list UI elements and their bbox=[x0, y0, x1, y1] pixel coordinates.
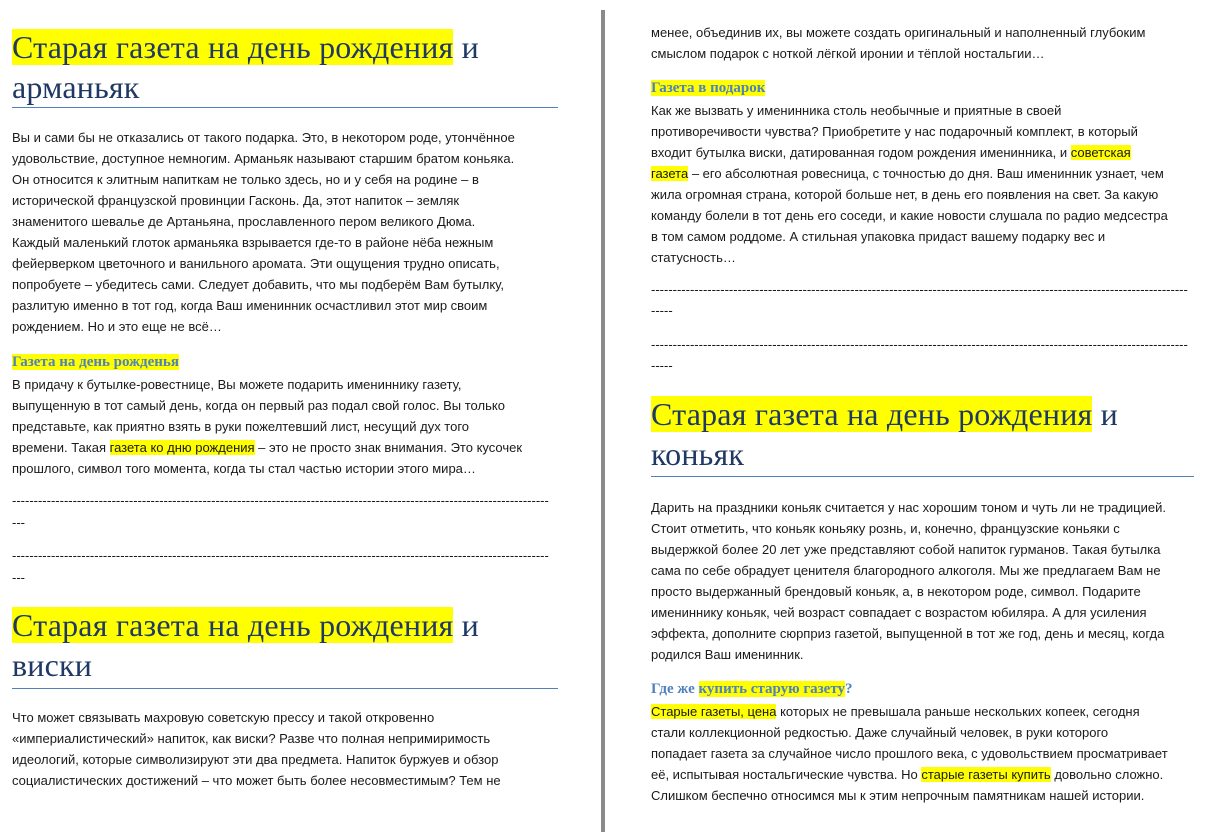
dash-separator-tail: --- bbox=[12, 515, 25, 530]
highlight: старые газеты купить bbox=[921, 767, 1051, 782]
right-page bbox=[608, 0, 1208, 832]
left-page bbox=[0, 0, 598, 832]
dash-separator: ---------------------------------------------------------------------------------------------------------------------------- bbox=[12, 493, 549, 508]
page-divider bbox=[598, 0, 608, 832]
dash-separator-tail: ----- bbox=[651, 303, 673, 318]
paragraph-whisky-continued: менее, объединив их, вы можете создать оригинальный и наполненный глубоким смыслом подарок с ноткой лёгкой иронии и тёплой ностальгии… bbox=[651, 25, 1146, 61]
highlight: Старая газета на день рождения bbox=[651, 396, 1093, 432]
paragraph-cognac: Дарить на праздники коньяк считается у нас хорошим тоном и чуть ли не традицией. Стоит отметить, что коньяк коньяку рознь, и, конечно, французские коньяки с выдержкой более 20 лет уже представляют собой напиток гурманов. Такая бутылка сама по себе обрадует ценителя благородного алкоголя. Мы же предлагаем Вам не просто выдержанный брендовый коньяк, а, в некотором роде, символ. Подарите имениннику коньяк, чей возраст совпадает с возрастом юбиляра. А для усиления эффекта, дополните сюрприз газетой, выпущенной в тот же год, день и месяц, когда родился Ваш именинник. bbox=[651, 500, 1166, 662]
dash-separator-tail: ----- bbox=[651, 358, 673, 373]
paragraph-buy: Старые газеты, цена которых не превышала раньше нескольких копеек, сегодня стали коллекционной редкостью. Даже случайный человек, в руки которого попадает газета за случайное число прошлого века, с удовольствием просматривает её, испытывая ностальгические чувства. Но старые газеты купить довольно сложно. Слишком беспечно относимся мы к этим непрочным памятникам нашей истории. bbox=[651, 704, 1168, 803]
heading-rule bbox=[12, 688, 558, 689]
subheading-gift-newspaper: Газета в подарок bbox=[651, 80, 766, 96]
highlight: советская bbox=[1070, 145, 1131, 160]
dash-separator: ---------------------------------------------------------------------------------------------------------------------------- bbox=[651, 337, 1188, 352]
paragraph-gift: Как же вызвать у именинника столь необычные и приятные в своей противоречивости чувства? Приобретите у нас подарочный комплект, в который входит бутылка виски, датированная годом рождения именинника, и советская газета – его абсолютная ровесница, с точностью до дня. Ваш именинник узнает, чем жила огромная страна, которой больше нет, в день его появления на свет. За какую команду болели в тот день его соседи, и какие новости слушала по радио медсестра в том самом роддоме. А стильная упаковка придаст вашему подарку вес и статусность… bbox=[651, 103, 1168, 265]
paragraph-birthday: В придачу к бутылке-ровестнице, Вы можете подарить имениннику газету, выпущенную в тот самый день, когда он первый раз подал свой голос. Вы только представьте, как приятно взять в руки пожелтевший лист, несущий дух того времени. Такая газета ко дню рождения – это не просто знак внимания. Это кусочек прошлого, символ того момента, когда ты стал частью истории этого мира… bbox=[12, 377, 523, 476]
subheading-buy-newspaper: Где же купить старую газету? bbox=[651, 681, 853, 697]
dash-separator-tail: --- bbox=[12, 570, 25, 585]
paragraph-armagnac: Вы и сами бы не отказались от такого подарка. Это, в некотором роде, утончённое удовольствие, доступное немногим. Арманьяк называют старшим братом коньяка. Он относится к элитным напиткам не только здесь, но и у себя на родине – в исторической французской провинции Гасконь. Да, этот напиток – земляк знаменитого шевалье де Артаньяна, прославленного пером великого Дюма. Каждый маленький глоток арманьяка взрывается где-то в районе нёба нежным фейерверком цветочного и ванильного аромата. Эти ощущения трудно описать, попробуете – убедитесь сами. Следует добавить, что мы подберём Вам бутылку, разлитую именно в тот год, когда Ваш именинник осчастливил этот мир своим рождением. Но и это еще не всё… bbox=[12, 130, 515, 334]
highlight: купить старую газету bbox=[698, 681, 845, 697]
dash-separator: ---------------------------------------------------------------------------------------------------------------------------- bbox=[12, 548, 549, 563]
highlight: газета ко дню рождения bbox=[109, 440, 255, 455]
highlight: Старая газета на день рождения bbox=[12, 607, 454, 643]
paragraph-whisky: Что может связывать махровую советскую прессу и такой откровенно «империалистический» напиток, как виски? Разве что полная непримиримость идеологий, которые символизируют эти два предмета. Напиток буржуев и обзор социалистических достижений – что может быть более несовместимым? Тем не bbox=[12, 710, 501, 788]
heading-armagnac: Старая газета на день рождения и арманьяк bbox=[12, 29, 479, 105]
heading-rule bbox=[12, 107, 558, 108]
highlight: газета bbox=[651, 166, 689, 181]
heading-cognac: Старая газета на день рождения и коньяк bbox=[651, 396, 1118, 472]
subheading-birthday-newspaper: Газета на день рожденья bbox=[12, 354, 179, 370]
heading-rule bbox=[651, 476, 1194, 477]
heading-whisky: Старая газета на день рождения и виски bbox=[12, 607, 479, 683]
highlight: Старая газета на день рождения bbox=[12, 29, 454, 65]
highlight: Старые газеты, цена bbox=[651, 704, 777, 719]
dash-separator: ---------------------------------------------------------------------------------------------------------------------------- bbox=[651, 282, 1188, 297]
